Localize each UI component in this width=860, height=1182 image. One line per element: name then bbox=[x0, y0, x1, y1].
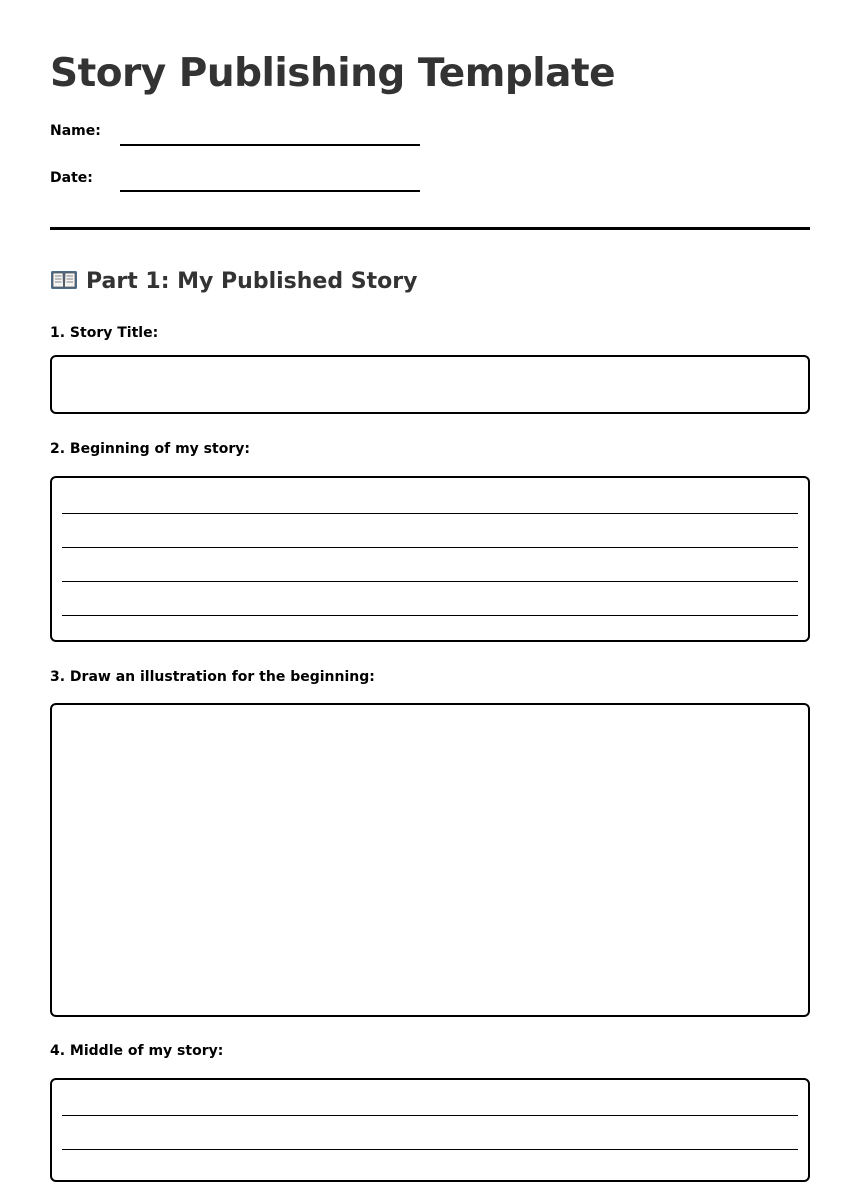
illustration-box[interactable] bbox=[50, 703, 810, 1017]
middle-writing-box[interactable] bbox=[50, 1078, 810, 1182]
writing-line bbox=[62, 513, 798, 514]
part1-heading bbox=[50, 266, 417, 301]
question-4-label: 4. Middle of my story: bbox=[50, 1043, 224, 1059]
section-divider bbox=[50, 227, 810, 230]
story-title-box[interactable] bbox=[50, 355, 810, 414]
date-field[interactable] bbox=[120, 190, 420, 192]
question-2-label: 2. Beginning of my story: bbox=[50, 441, 250, 457]
name-label: Name: bbox=[50, 123, 101, 139]
name-field[interactable] bbox=[120, 144, 420, 146]
beginning-writing-box[interactable] bbox=[50, 476, 810, 642]
page-title: Story Publishing Template bbox=[50, 51, 616, 96]
writing-line bbox=[62, 1115, 798, 1116]
question-1-label: 1. Story Title: bbox=[50, 325, 159, 341]
writing-line bbox=[62, 615, 798, 616]
writing-line bbox=[62, 581, 798, 582]
question-3-label: 3. Draw an illustration for the beginning: bbox=[50, 669, 375, 685]
writing-line bbox=[62, 547, 798, 548]
part1-title: Part 1: My Published Story bbox=[86, 269, 418, 294]
writing-line bbox=[62, 1149, 798, 1150]
date-label: Date: bbox=[50, 170, 93, 186]
open-book-icon bbox=[50, 269, 78, 301]
